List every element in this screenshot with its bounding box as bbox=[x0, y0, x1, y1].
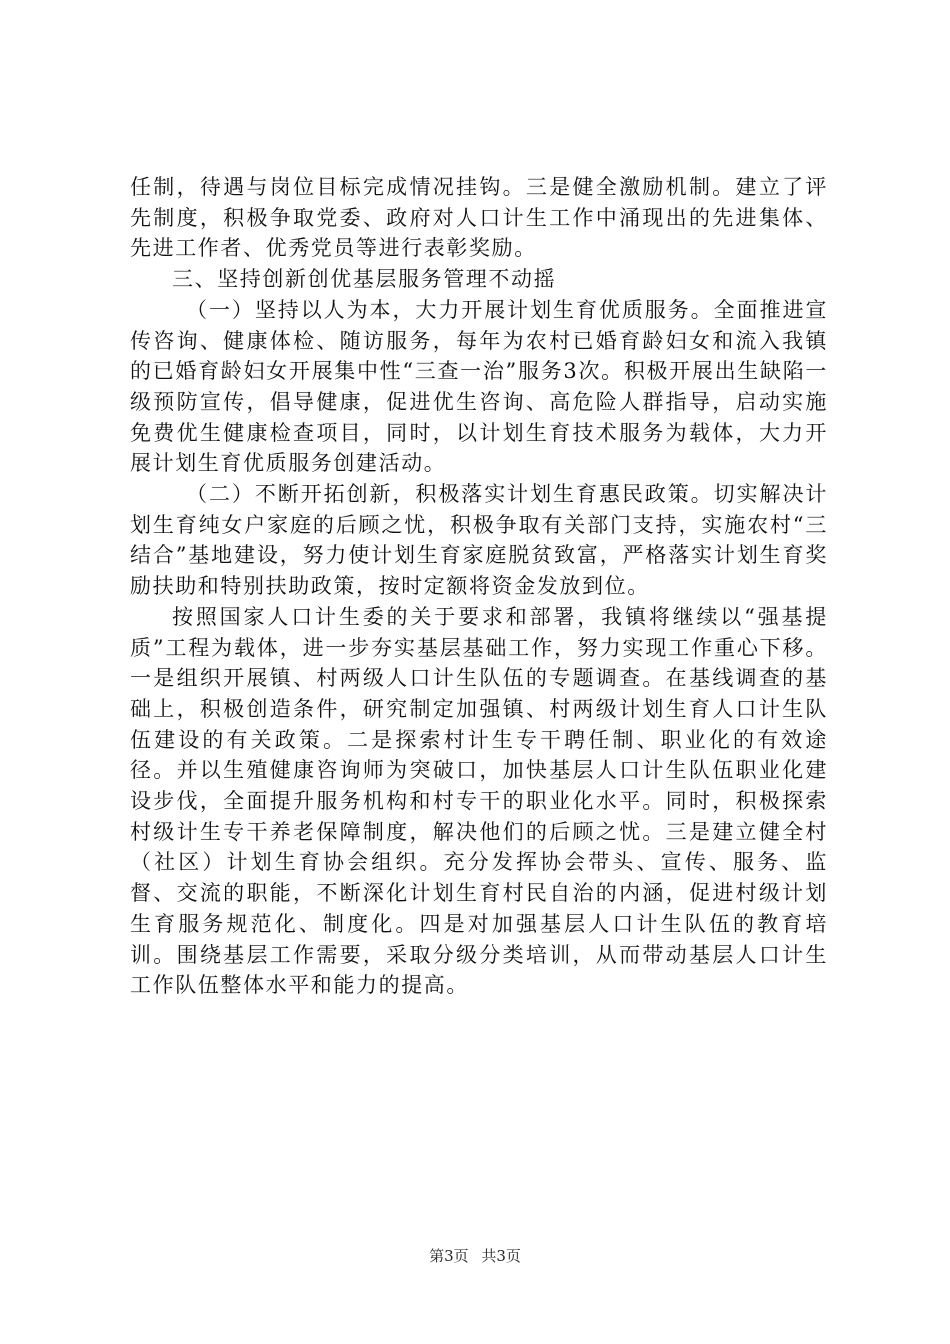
page-footer bbox=[0, 1245, 950, 1266]
page-number-total: 共3页 bbox=[481, 1247, 521, 1265]
page-number-current: 第3页 bbox=[429, 1247, 469, 1265]
paragraph-subsection-1: （一）坚持以人为本，大力开展计划生育优质服务。全面推进宣传咨询、健康体检、随访服务，每年为农村已婚育龄妇女和流入我镇的已婚育龄妇女开展集中性“三查一治”服务3次。积极开展出生缺陷一级预防宣传，倡导健康，促进优生咨询、高危险人群指导，启动实施免费优生健康检查项目，同时，以计划生育技术服务为载体，大力开展计划生育优质服务创建活动。 bbox=[130, 297, 828, 476]
paragraph-plan: 按照国家人口计生委的关于要求和部署，我镇将继续以“强基提质”工程为载体，进一步夯实基层基础工作，努力实现工作重心下移。一是组织开展镇、村两级人口计生队伍的专题调查。在基线调查的基础上，积极创造条件，研究制定加强镇、村两级计划生育人口计生队伍建设的有关政策。二是探索村计生专干聘任制、职业化的有效途径。并以生殖健康咨询师为突破口，加快基层人口计生队伍职业化建设步伐，全面提升服务机构和村专干的职业化水平。同时，积极探索村级计生专干养老保障制度，解决他们的后顾之忧。三是建立健全村（社区）计划生育协会组织。充分发挥协会带头、宣传、服务、监督、交流的职能，不断深化计划生育村民自治的内涵，促进村级计划生育服务规范化、制度化。四是对加强基层人口计生队伍的教育培训。围绕基层工作需要，采取分级分类培训，从而带动基层人口计生工作队伍整体水平和能力的提高。 bbox=[130, 604, 828, 998]
paragraph-continuation: 任制，待遇与岗位目标完成情况挂钩。三是健全激励机制。建立了评先制度，积极争取党委、政府对人口计生工作中涌现出的先进集体、先进工作者、优秀党员等进行表彰奖励。 bbox=[130, 175, 828, 261]
paragraph-subsection-2: （二）不断开拓创新，积极落实计划生育惠民政策。切实解决计划生育纯女户家庭的后顾之忧，积极争取有关部门支持，实施农村“三结合”基地建设，努力使计划生育家庭脱贫致富，严格落实计划生育奖励扶助和特别扶助政策，按时定额将资金发放到位。 bbox=[130, 482, 828, 599]
section-heading-3: 三、坚持创新创优基层服务管理不动摇 bbox=[172, 267, 557, 292]
document-body bbox=[130, 172, 828, 1001]
